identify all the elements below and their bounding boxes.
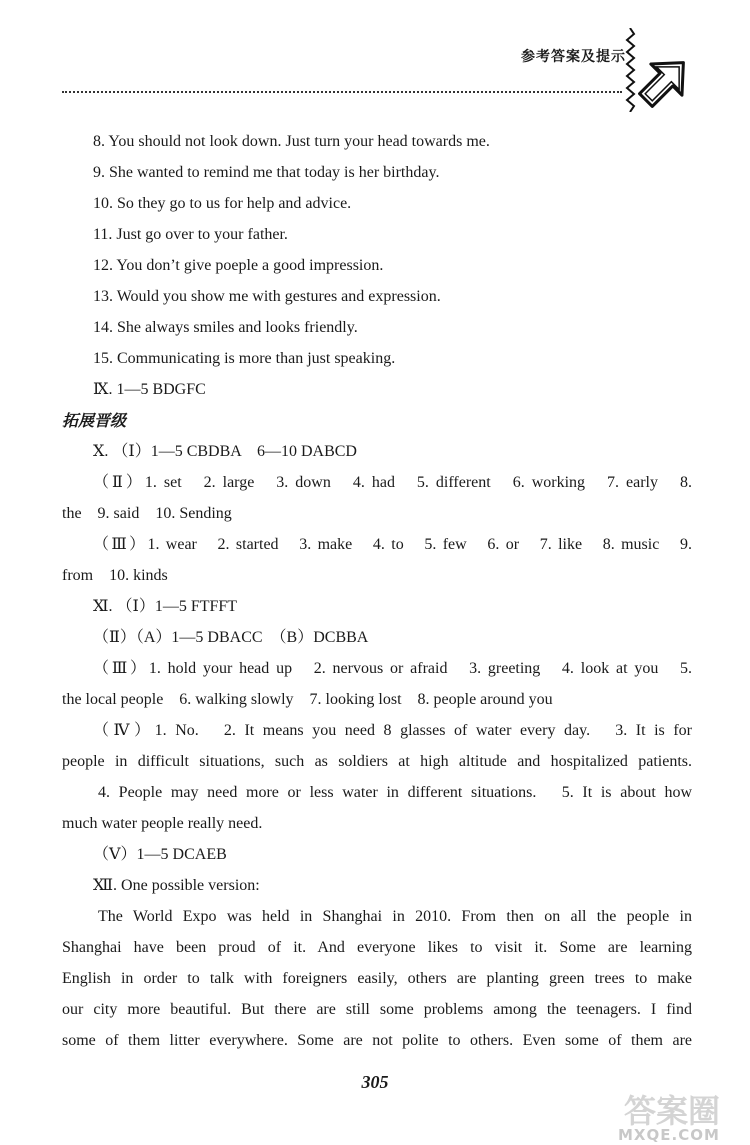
answer-line: 15. Communicating is more than just speaking.	[93, 350, 396, 367]
answer-line: Ⅻ. One possible version:	[93, 877, 260, 894]
page-number: 305	[361, 1072, 389, 1092]
answer-line: people in difficult situations, such as soldiers at high altitude and hospitalized patients.	[62, 753, 692, 770]
answer-line: 11. Just go over to your father.	[93, 226, 288, 243]
answer-line: （Ⅲ）1. wear 2. started 3. make 4. to 5. few 6. or 7. like 8. music 9.	[93, 536, 692, 553]
answer-line: 9. She wanted to remind me that today is her birthday.	[93, 164, 440, 181]
answer-line: our city more beautiful. But there are still some problems among the teenagers. I find	[62, 1001, 692, 1018]
answer-line: from 10. kinds	[62, 567, 168, 584]
answer-content	[62, 126, 692, 1056]
answer-line: the 9. said 10. Sending	[62, 505, 232, 522]
answer-line: 8. You should not look down. Just turn your head towards me.	[93, 133, 490, 150]
watermark-logo	[614, 1090, 750, 1145]
zigzag-ornament	[624, 28, 636, 112]
header-title: 参考答案及提示	[521, 49, 626, 65]
answer-line: 13. Would you show me with gestures and expression.	[93, 288, 441, 305]
arrow-icon	[636, 52, 694, 110]
answer-line: some of them litter everywhere. Some are not polite to others. Even some of them are	[62, 1032, 692, 1049]
answer-line: （Ⅲ）1. hold your head up 2. nervous or afraid 3. greeting 4. look at you 5.	[93, 660, 692, 677]
answer-line: The World Expo was held in Shanghai in 2010. From then on all the people in	[98, 908, 692, 925]
answer-line: 10. So they go to us for help and advice.	[93, 195, 352, 212]
answer-line: 4. People may need more or less water in different situations. 5. It is about how	[98, 784, 692, 801]
answer-line: Ⅺ. （Ⅰ）1—5 FTFFT	[93, 598, 238, 615]
section-heading: 拓展晋级	[62, 411, 127, 430]
answer-line: 14. She always smiles and looks friendly.	[93, 319, 358, 336]
answer-line: （Ⅱ）1. set 2. large 3. down 4. had 5. different 6. working 7. early 8.	[93, 474, 692, 491]
answer-line: （Ⅱ）（A）1—5 DBACC （B）DCBBA	[93, 629, 369, 646]
watermark-glyphs	[620, 1090, 748, 1130]
answer-line: much water people really need.	[62, 815, 263, 832]
answer-line: 12. You don’t give poeple a good impression.	[93, 257, 384, 274]
header-dotted-rule	[62, 91, 622, 93]
answer-line: （Ⅳ）1. No. 2. It means you need 8 glasses of water every day. 3. It is for	[93, 722, 692, 739]
answer-line: English in order to talk with foreigners easily, others are planting green trees to make	[62, 970, 692, 987]
answer-line: Shanghai have been proud of it. And everyone likes to visit it. Some are learning	[62, 939, 692, 956]
watermark-text: MXQE.COM	[618, 1126, 720, 1144]
answer-line: Ⅹ. （Ⅰ）1—5 CBDBA 6—10 DABCD	[93, 443, 357, 460]
svg-text:答案圈: 答案圈	[624, 1092, 721, 1130]
answer-line: （Ⅴ）1—5 DCAEB	[93, 846, 227, 863]
answer-line: the local people 6. walking slowly 7. looking lost 8. people around you	[62, 691, 553, 708]
answer-line: Ⅸ. 1—5 BDGFC	[93, 381, 206, 398]
